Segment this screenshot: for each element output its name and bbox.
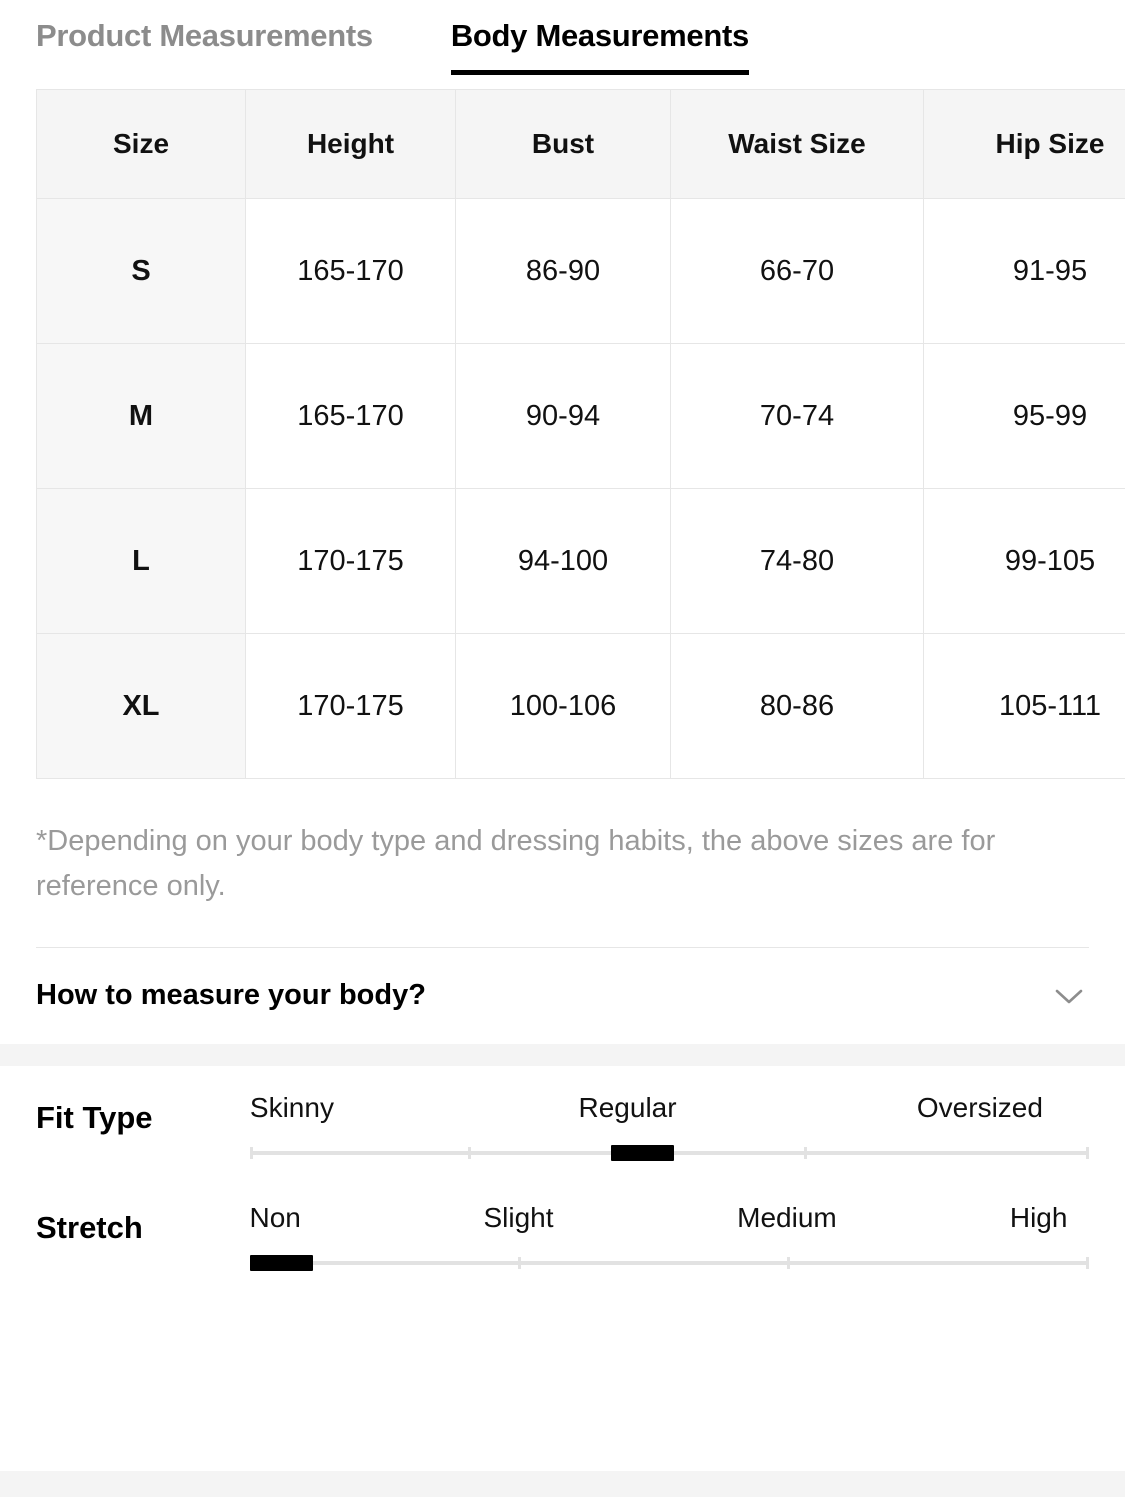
cell-size: L <box>37 489 246 634</box>
column-header-size: Size <box>37 90 246 199</box>
table-row <box>37 489 1125 634</box>
stretch-row <box>36 1202 1089 1268</box>
cell-size: XL <box>37 634 246 779</box>
stretch-options <box>250 1202 1089 1236</box>
stretch-notch <box>1086 1257 1089 1269</box>
stretch-option-high[interactable]: High <box>1009 1201 1068 1233</box>
fit-type-track <box>250 1148 1089 1158</box>
chevron-down-icon[interactable] <box>1049 976 1089 1016</box>
stretch-option-non[interactable]: Non <box>249 1201 301 1233</box>
fit-type-option-skinny[interactable]: Skinny <box>249 1091 334 1123</box>
cell-waist: 66-70 <box>671 199 924 344</box>
cell-bust: 100-106 <box>456 634 671 779</box>
cell-height: 170-175 <box>246 489 456 634</box>
column-header-height: Height <box>246 90 456 199</box>
column-header-waist-size: Waist Size <box>671 90 924 199</box>
fit-type-indicator <box>611 1145 674 1161</box>
cell-size: M <box>37 344 246 489</box>
fit-type-option-regular[interactable]: Regular <box>578 1091 677 1123</box>
fit-type-label: Fit Type <box>36 1099 153 1135</box>
table-row <box>37 199 1125 344</box>
cell-size: S <box>37 199 246 344</box>
fit-type-notch <box>1086 1147 1089 1159</box>
how-to-measure-title: How to measure your body? <box>36 979 426 1012</box>
fit-attributes <box>0 1066 1125 1268</box>
tab-body-measurements[interactable] <box>451 18 749 75</box>
measurement-tabs <box>0 0 1125 75</box>
size-table-head <box>37 90 1125 199</box>
column-header-hip-size: Hip Size <box>924 90 1125 199</box>
stretch-option-slight[interactable]: Slight <box>483 1201 554 1233</box>
column-header-bust: Bust <box>456 90 671 199</box>
table-header-row <box>37 90 1125 199</box>
cell-height: 165-170 <box>246 199 456 344</box>
fit-type-notch <box>804 1147 807 1159</box>
tab-product-measurements[interactable] <box>36 18 373 70</box>
cell-waist: 70-74 <box>671 344 924 489</box>
fit-type-option-oversized[interactable]: Oversized <box>916 1091 1043 1123</box>
stretch-option-medium[interactable]: Medium <box>737 1201 837 1233</box>
cell-waist: 80-86 <box>671 634 924 779</box>
fit-type-notch <box>468 1147 471 1159</box>
cell-bust: 90-94 <box>456 344 671 489</box>
tab-body-measurements-label: Body Measurements <box>450 18 749 53</box>
size-chart-table <box>36 89 1125 779</box>
cell-hip: 105-111 <box>924 634 1125 779</box>
stretch-track-line <box>250 1261 1089 1265</box>
cell-waist: 74-80 <box>671 489 924 634</box>
stretch-label: Stretch <box>36 1209 143 1245</box>
how-to-measure-accordion[interactable] <box>36 948 1089 1044</box>
tab-product-measurements-label: Product Measurements <box>36 18 373 53</box>
section-spacer-band <box>0 1044 1125 1066</box>
stretch-meter[interactable] <box>250 1202 1089 1268</box>
cell-hip: 95-99 <box>924 344 1125 489</box>
stretch-notch <box>518 1257 521 1269</box>
stretch-notch <box>787 1257 790 1269</box>
size-disclaimer-note: *Depending on your body type and dressing habits, the above sizes are for reference only. <box>36 825 996 902</box>
fit-type-notch <box>250 1147 253 1159</box>
stretch-indicator <box>250 1255 313 1271</box>
fit-type-options <box>250 1092 1089 1126</box>
cell-bust: 86-90 <box>456 199 671 344</box>
cell-height: 170-175 <box>246 634 456 779</box>
cell-hip: 91-95 <box>924 199 1125 344</box>
table-row <box>37 634 1125 779</box>
size-table-body <box>37 199 1125 779</box>
fit-type-row <box>36 1092 1089 1158</box>
table-row <box>37 344 1125 489</box>
cell-hip: 99-105 <box>924 489 1125 634</box>
size-table-container[interactable] <box>36 89 1105 779</box>
stretch-track <box>250 1258 1089 1268</box>
cell-bust: 94-100 <box>456 489 671 634</box>
fit-type-meter[interactable] <box>250 1092 1089 1158</box>
cell-height: 165-170 <box>246 344 456 489</box>
bottom-spacer-band <box>0 1471 1125 1497</box>
